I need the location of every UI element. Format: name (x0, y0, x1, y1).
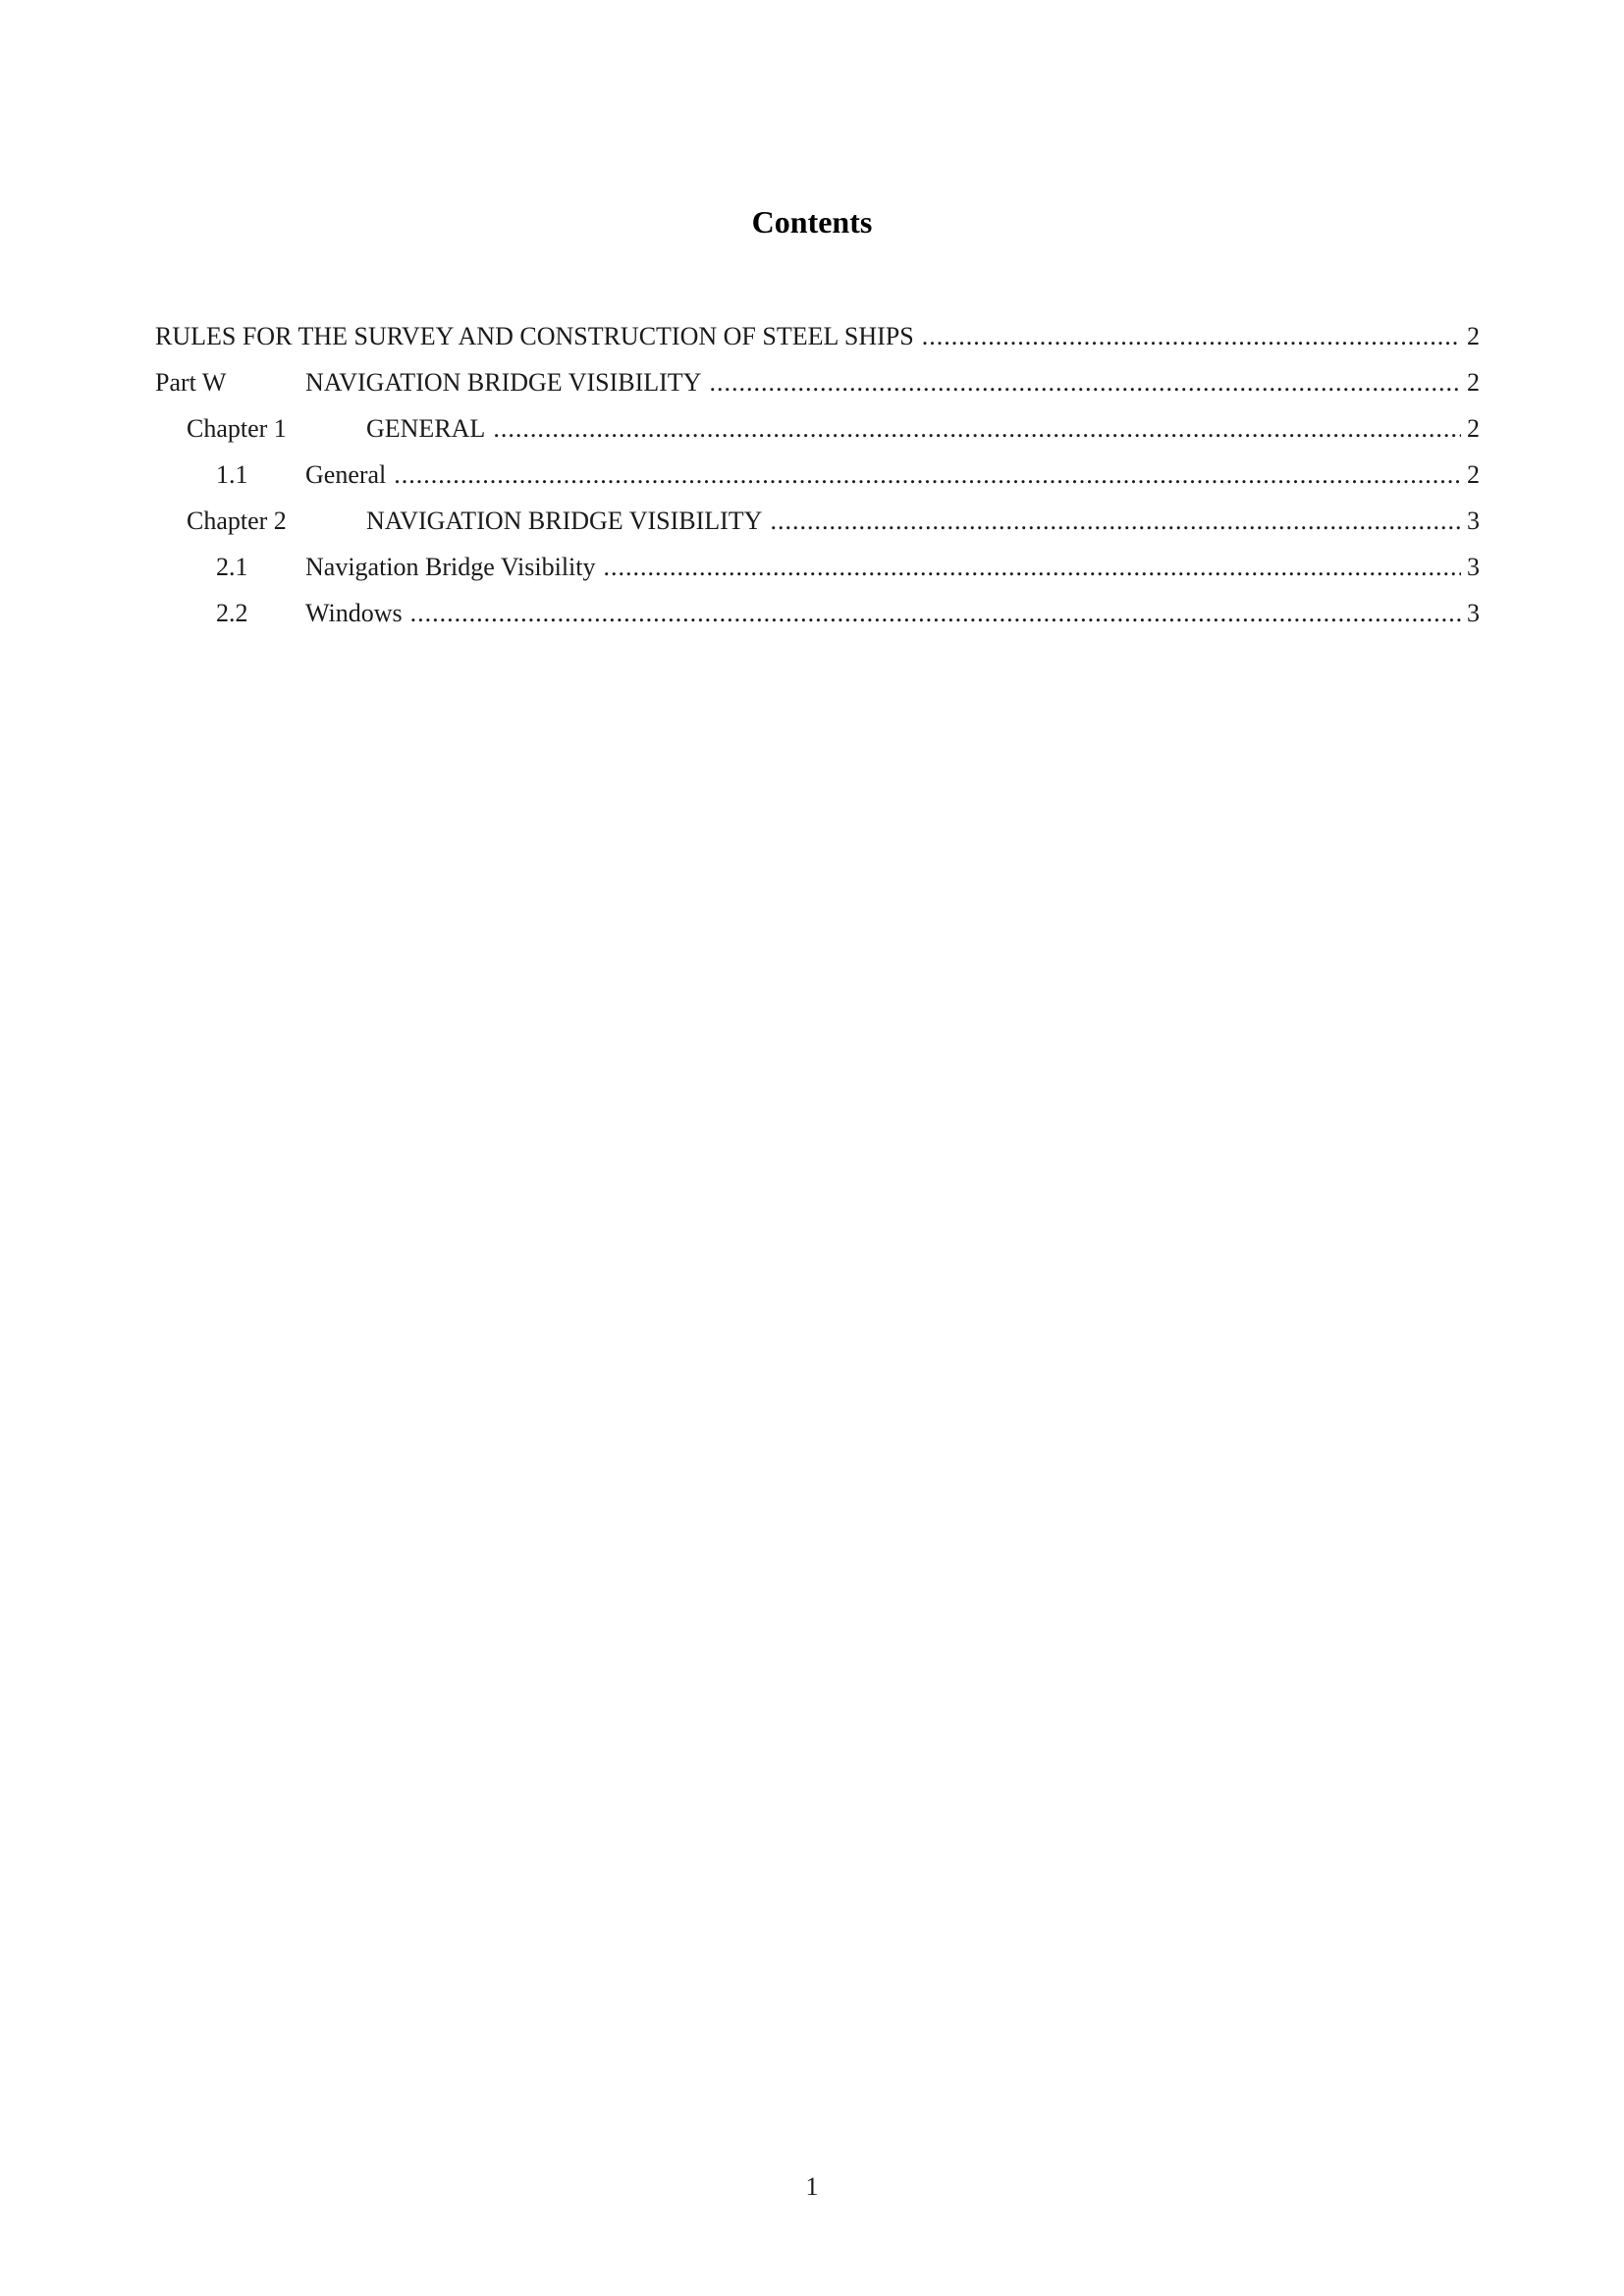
toc-entry-page: 2 (1467, 460, 1480, 489)
toc-entry[interactable] (155, 459, 1480, 506)
toc-entry-page: 2 (1467, 322, 1480, 350)
toc-entry-number: Chapter 2 (187, 507, 287, 535)
toc-entry-text: Windows (305, 599, 403, 627)
toc-entry-number: 2.2 (216, 599, 248, 627)
toc-entry[interactable] (155, 321, 1480, 367)
toc-entry-text: General (305, 460, 387, 489)
toc-entry[interactable] (155, 552, 1480, 598)
toc-entry[interactable] (155, 506, 1480, 552)
page-title: Contents (751, 204, 873, 240)
toc-entry[interactable] (155, 413, 1480, 459)
toc-leader-dots (922, 321, 1461, 352)
toc-entry-text: GENERAL (366, 414, 486, 443)
toc-entry-page: 3 (1467, 553, 1480, 581)
table-of-contents (155, 321, 1480, 644)
toc-leader-dots (709, 367, 1461, 399)
toc-entry[interactable] (155, 598, 1480, 644)
toc-entry-text: NAVIGATION BRIDGE VISIBILITY (366, 507, 763, 535)
toc-entry[interactable] (155, 367, 1480, 413)
toc-entry-page: 2 (1467, 368, 1480, 397)
toc-entry-number: 1.1 (216, 460, 248, 489)
toc-entry-text: RULES FOR THE SURVEY AND CONSTRUCTION OF STEEL SHIPS (155, 322, 914, 350)
toc-entry-number: 2.1 (216, 553, 248, 581)
toc-leader-dots (604, 552, 1462, 583)
toc-leader-dots (410, 598, 1461, 629)
toc-leader-dots (394, 459, 1461, 491)
toc-leader-dots (770, 506, 1461, 537)
toc-leader-dots (493, 413, 1461, 445)
toc-entry-page: 3 (1467, 599, 1480, 627)
toc-entry-text: Navigation Bridge Visibility (305, 553, 596, 581)
toc-entry-number: Part W (155, 368, 227, 397)
toc-entry-page: 2 (1467, 414, 1480, 443)
page-number: 1 (805, 2172, 819, 2201)
toc-entry-number: Chapter 1 (187, 414, 287, 443)
toc-entry-page: 3 (1467, 507, 1480, 535)
toc-entry-text: NAVIGATION BRIDGE VISIBILITY (305, 368, 702, 397)
